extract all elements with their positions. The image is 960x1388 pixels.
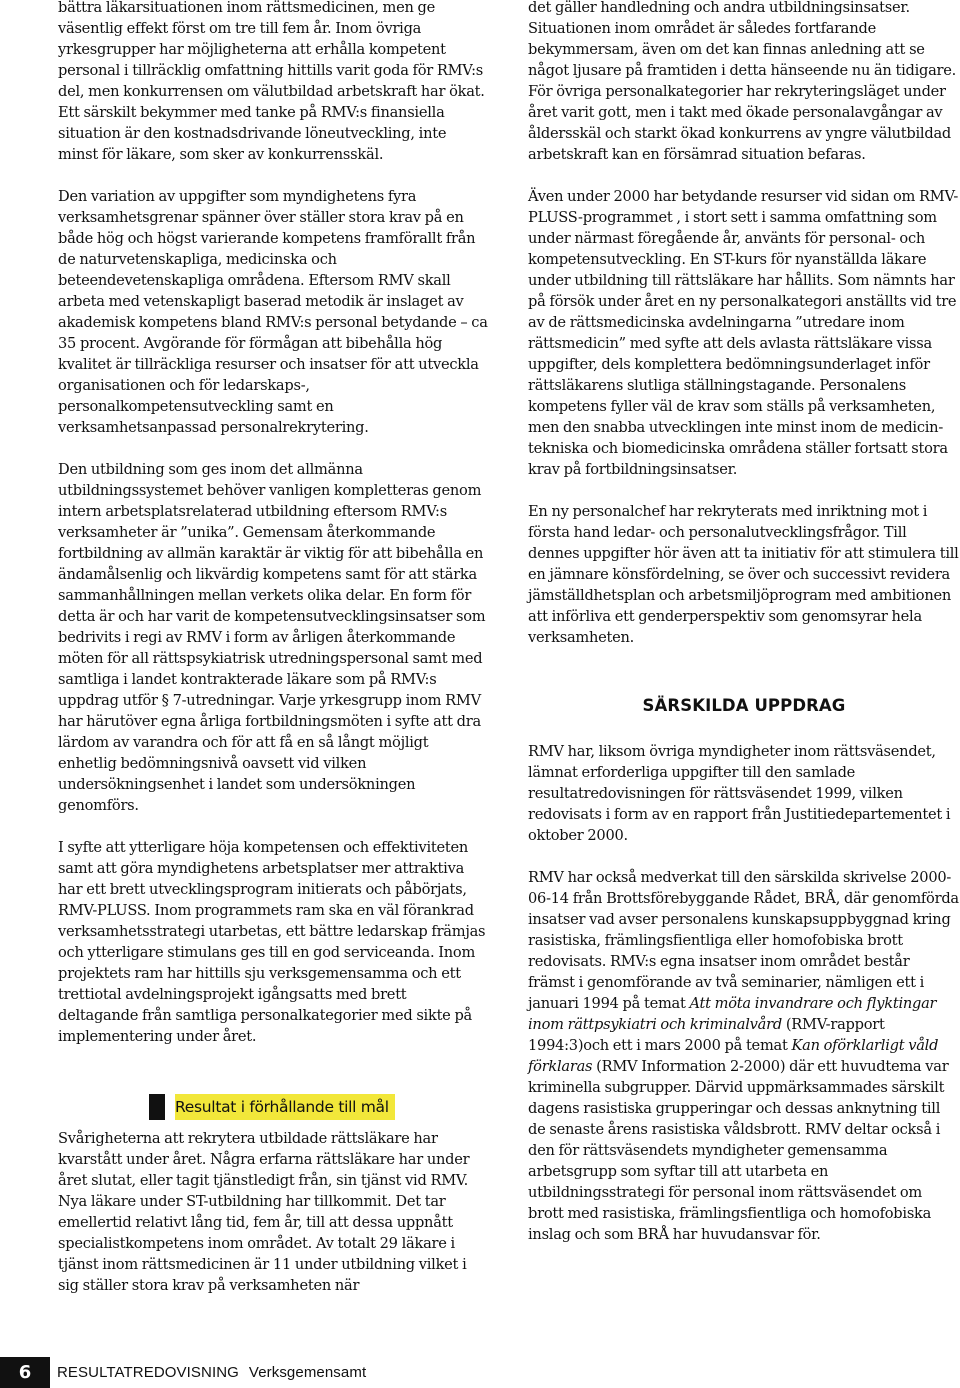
section-heading: SÄRSKILDA UPPDRAG — [642, 696, 846, 715]
text-run: (RMV Information 2-2000) där ett huvudtema var kriminella subgrupper. Därvid uppmärksammades särskilt dagens rasistiska grupperingar och dessas anknytning till de senaste årens rasistiska våldsbrott. RMV deltar också i den för rättsväsendets myndigheter gemensamma arbetsgrupp som syftar till att utarbeta en utbildningsstrategi för personal inom rättsväsendet om brott med rasistiska, främlingsfientliga och homofobiska inslag och som BRÅ har huvudansvar för. — [528, 1058, 949, 1243]
italic-title: Att möta invandrare och flyktingar inom rättpsykiatri och kriminalvård — [528, 995, 937, 1033]
paragraph: Svårigheterna att rekrytera utbildade rättsläkare har kvarstått under året. Några erfarna rättsläkare har under året slutat, eller tagit tjänstledigt från, sin tjänst vid RMV. Nya läkare under ST-utbildning har tillkommit. Det tar emellertid relativt lång tid, fem år, till att dessa uppnått specialistkompetens inom området. Av totalt 29 läkare i tjänst inom rättsmedicinen är 11 under utbildning vilket i sig ställer stora krav på verksamheten när — [58, 1130, 470, 1294]
italic-title: Kan oförklarligt våld förklaras — [528, 1037, 939, 1075]
footer-text — [57, 1364, 366, 1381]
heading-bar-marker — [149, 1094, 165, 1120]
paragraph: Den variation av uppgifter som myndighetens fyra verksamhetsgrenar spänner över ställer stora krav på en både hög och högst varierande kompetens framförallt från de naturvetenskapliga, medicinska och beteendevetenskapliga områdena. Eftersom RMV skall arbeta med vetenskapligt baserad metodik är inslaget av akademisk kompetens bland RMV:s personal betydande – ca 35 procent. Avgörande för förmågan att bibehålla hög kvalitet är tillräckliga resurser och insatser för att utveckla organisationen och för ledarskaps-, personalkompetensutveckling samt en verksamhetsanpassad personalrekrytering. — [58, 188, 488, 436]
left-column — [58, 0, 490, 1047]
page-number: 6 — [0, 1357, 50, 1388]
left-column-bottom — [58, 1128, 490, 1296]
text-run: (RMV-rapport 1994:3)och ett i mars 2000 på temat — [528, 1016, 885, 1054]
paragraph: det gäller handledning och andra utbildningsinsatser. Situationen inom området är således fortfarande bekymmersam, även om det kan finnas anledning att se något ljusare på framtiden i detta hänseende nu än tidigare. För övriga personalkategorier har rekryteringsläget under året varit gott, men i takt med ökade personalavgångar av åldersskäl och starkt ökad konkurrens av yngre välutbildad arbetskraft kan en försämrad situation befaras. — [528, 0, 957, 163]
result-heading-label: Resultat i förhållande till mål — [175, 1094, 395, 1120]
paragraph: bättra läkarsituationen inom rättsmedicinen, men ge väsentlig effekt först om tre till fem år. Inom övriga yrkesgrupper har möjligheterna att erhålla kompetent personal i tillräcklig omfattning hittills varit goda för RMV:s del, men konkurrensen om välutbildad arbetskraft har ökat. Ett särskilt bekymmer med tanke på RMV:s finansiella situation är den kostnadsdrivande löneutveckling, inte minst för läkare, som sker av konkurrensskäl. — [58, 0, 485, 163]
paragraph: Den utbildning som ges inom det allmänna utbildningssystemet behöver vanligen kompletteras genom intern arbetsplatsrelaterad utbildning eftersom RMV:s verksamheter är ”unika”. Gemensam återkommande fortbildning av allmän karaktär är viktig för att bibehålla en ändamålsenlig och likvärdig kompetens samt för att stärka sammanhållningen mellan verkets olika delar. En form för detta är och har varit de kompetensutvecklingsinsatser som bedrivits i regi av RMV i form av årligen återkommande möten för all rättspsykiatrisk utredningspersonal samt med samtliga i landet kontrakterade läkare som på RMV:s uppdrag utför § 7-utredningar. Varje yrkesgrupp inom RMV har härutöver egna årliga fortbildningsmöten i syfte att dra lärdom av varandra och för att få en så långt möjligt enhetlig bedömningsnivå oavsett vid vilken undersökningsenhet i landet som undersökningen genomförs. — [58, 461, 486, 814]
right-column — [528, 0, 960, 1245]
text-run: RMV har också medverkat till den särskilda skrivelse 2000-06-14 från Brottsförebyggande Rådet, BRÅ, där genomförda insatser vad avser personalens kunskapsuppbyggnad kring rasistiska, främlingsfientliga eller homofobiska brott redovisats. RMV:s egna insatser inom området består främst i genomförande av två seminarier, nämligen ett i januari 1994 på temat — [528, 869, 959, 1012]
paragraph: I syfte att ytterligare höja kompetensen och effektiviteten samt att göra myndighetens arbetsplatser mer attraktiva har ett brett utvecklingsprogram initierats och påbörjats, RMV-PLUSS. Inom programmets ram ska en väl förankrad verksamhetsstrategi utarbetas, ett bättre ledarskap främjas och ytterligare stimulans ges till en god serviceanda. Inom projektets ram har hittills sju verksgemensamma och ett trettiotal avdelningsprojekt igångsatts med brett deltagande från samtliga personalkategorier med sikte på implementering under året. — [58, 839, 486, 1045]
paragraph: En ny personalchef har rekryterats med inriktning mot i första hand ledar- och personalutvecklingsfrågor. Till dennes uppgifter hör även att ta initiativ för att stimulera till en jämnare könsfördelning, se över och successivt revidera jämställdhetsplan och arbetsmiljöprogram med ambitionen att införliva ett genderperspektiv som genomsyrar hela verksamheten. — [528, 503, 959, 646]
paragraph: RMV har, liksom övriga myndigheter inom rättsväsendet, lämnat erforderliga uppgifter till den samlade resultatredovisningen för rättsväsendet 1999, vilken redovisats i form av en rapport från Justitiedepartementet i oktober 2000. — [528, 743, 951, 844]
paragraph — [528, 867, 960, 1245]
footer-title: RESULTATREDOVISNING — [57, 1364, 239, 1381]
footer-section: Verksgemensamt — [248, 1364, 367, 1381]
page-footer — [0, 1357, 960, 1388]
result-heading — [149, 1093, 405, 1120]
paragraph: Även under 2000 har betydande resurser vid sidan om RMV-PLUSS-programmet , i stort sett i samma omfattning som under närmast föregående år, använts för personal- och kompetensutveckling. En ST-kurs för nyanställda läkare under utbildning till rättsläkare har hållits. Som nämnts har på försök under året en ny personalkategori anställts vid tre av de rättsmedicinska avdelningarna ”utredare inom rättsmedicin” med syfte att dels avlasta rättsläkare vissa uppgifter, dels komplettera bedömningsunderlaget inför rättsläkarens slutliga ställningstagande. Personalens kompetens fyller väl de krav som ställs på verksamheten, men den snabba utvecklingen inte minst inom de medicin-tekniska och biomedicinska områdena ställer fortsatt stora krav på fortbildningsinsatser. — [528, 188, 959, 478]
